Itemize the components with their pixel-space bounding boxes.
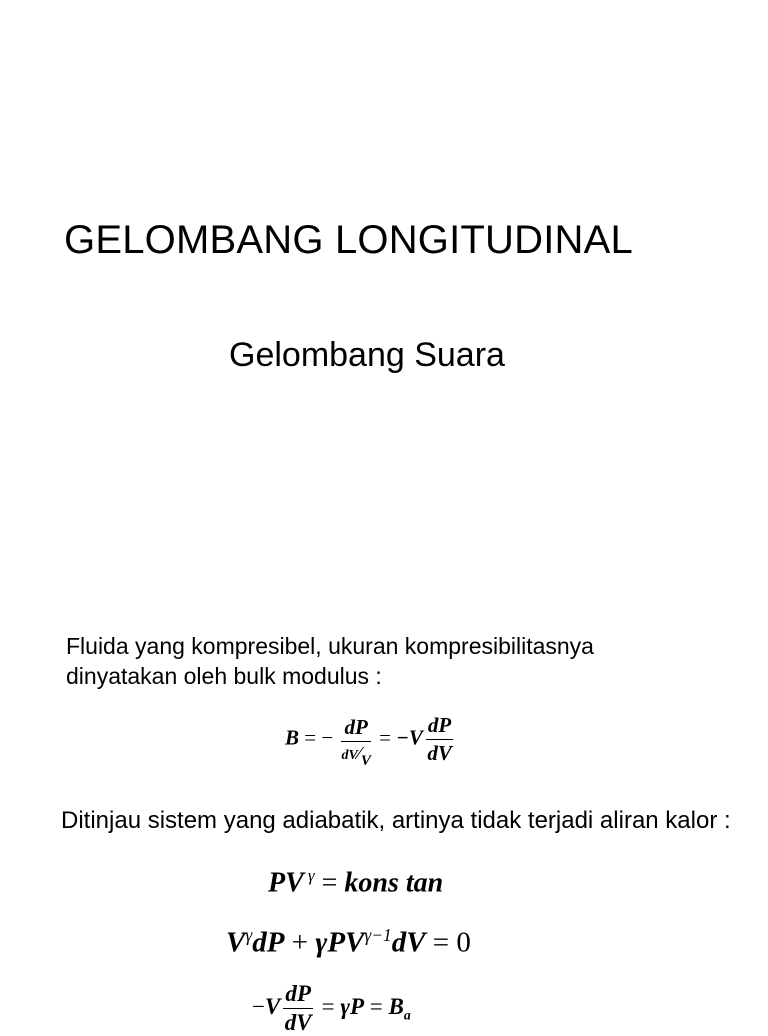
paragraph-adiabatic: Ditinjau sistem yang adiabatik, artinya tidak terjadi aliran kalor : bbox=[61, 807, 731, 834]
paragraph-bulk-modulus: Fluida yang kompresibel, ukuran kompresibilitasnya dinyatakan oleh bulk modulus : bbox=[66, 633, 594, 689]
equation-result: −V $\frac{dP}{dV}$ = $\gamma P = B_a$ bbox=[252, 981, 411, 1035]
equation-bulk-modulus: B = − $\frac{dP}{dV⁄V}$ = −V $\frac{dP}{dV}$ bbox=[285, 713, 452, 769]
slide-subtitle: Gelombang Suara bbox=[229, 336, 505, 374]
equation-adiabatic: PV $^\gamma$ = kons tan bbox=[268, 866, 444, 899]
slide-title: GELOMBANG LONGITUDINAL bbox=[64, 218, 633, 262]
equation-differential: $V^\gamma dP + \gamma PV^{\gamma-1}dV = 0$ bbox=[226, 925, 471, 959]
